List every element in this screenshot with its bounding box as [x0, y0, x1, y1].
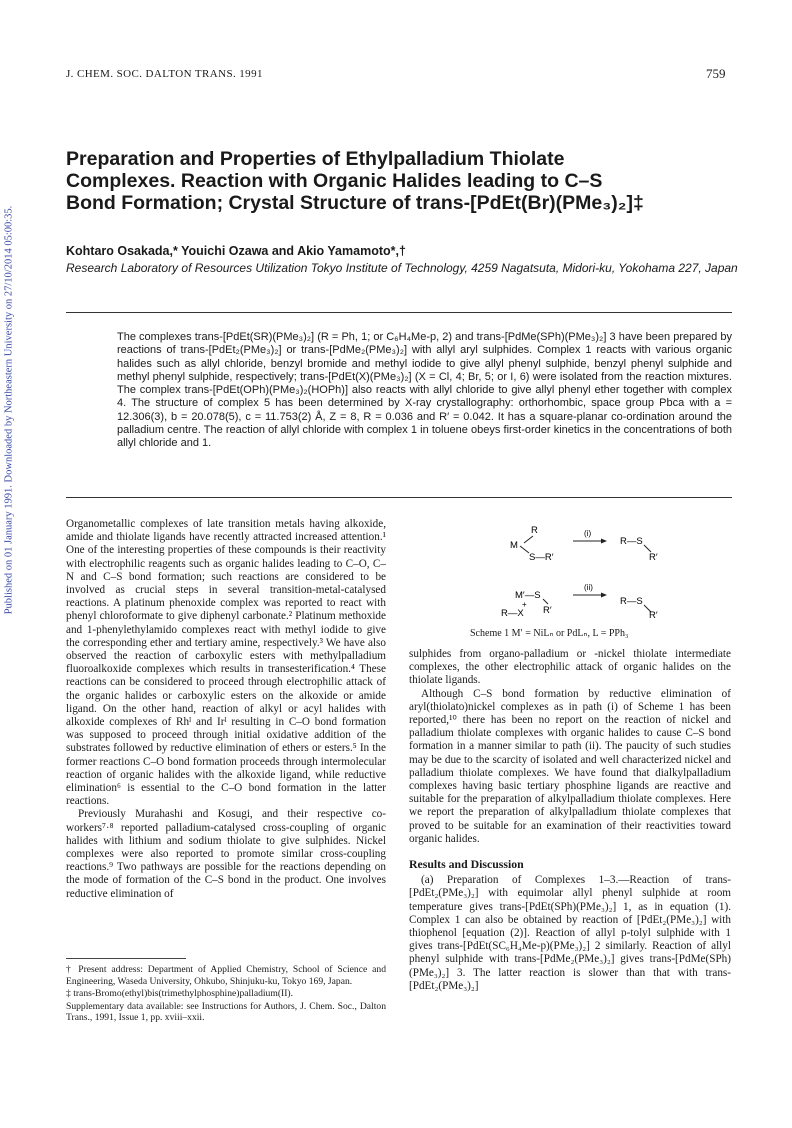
scheme-product-1: R—S [620, 536, 643, 547]
reaction-scheme [455, 518, 715, 640]
title-line: Complexes. Reaction with Organic Halides leading to C–S [66, 170, 603, 192]
title-line: Preparation and Properties of Ethylpalladium Thiolate [66, 148, 565, 170]
scheme-product-2: R—S [620, 596, 643, 607]
title-line: Bond Formation; Crystal Structure of trans-[PdEt(Br)(PMe₃)₂]‡ [66, 192, 644, 214]
download-watermark [2, 150, 16, 670]
journal-header: J. CHEM. SOC. DALTON TRANS. 1991 [66, 68, 263, 80]
scheme-rx: R—X [501, 608, 524, 619]
abstract: The complexes trans-[PdEt(SR)(PMe₃)₂] (R = Ph, 1; or C₆H₄Me-p, 2) and trans-[PdMe(SPh)(PMe₃)₂] 3 have been prepared by reactions of trans-[PdEt₂(PMe₃)₂] or trans-[PdMe₂(PMe₃)₂] with allyl aryl sulphides. Complex 1 reacts with various organic halides such as allyl chloride, benzyl bromide and methyl iodide to give allyl phenyl sulphide, benzyl phenyl sulphide and methyl phenyl sulphide, respectively; trans-[PdEt(X)(PMe₃)₂] (X = Cl, 4; Br, 5; or I, 6) were isolated from the reaction mixtures. The complex trans-[PdEt(OPh)(PMe₃)₂(HOPh)] also reacts with allyl chloride to give allyl phenyl ether together with complex 4. The structure of complex 5 has been determined by X-ray crystallography: orthorhombic, space group Pbca with a = 12.306(3), b = 20.078(5), c = 11.753(2) Å, Z = 8, R = 0.036 and R′ = 0.042. It has a square-planar co-ordination around the palladium centre. The reaction of allyl chloride with complex 1 in toluene obeys first-order kinetics in the concentrations of both allyl chloride and 1. [117, 331, 732, 450]
watermark-text: Published on 01 January 1991. Downloaded by Northeastern University on 27/10/2014 05:00:35. [3, 205, 15, 615]
footnote: Supplementary data available: see Instructions for Authors, J. Chem. Soc., Dalton Trans., 1991, Issue 1, pp. xviii–xxii. [66, 1000, 386, 1024]
authors: Kohtaro Osakada,* Youichi Ozawa and Akio Yamamoto*,† [66, 244, 406, 258]
paragraph: sulphides from organo-palladium or -nickel thiolate intermediate complexes, the other electrophilic attack of organic halides on the thiolate ligands. [409, 648, 731, 687]
footnotes [66, 964, 386, 1025]
scheme-m2: M′—S [515, 590, 541, 601]
section-heading: Results and Discussion [409, 857, 524, 872]
affiliation: Research Laboratory of Resources Utilization Tokyo Institute of Technology, 4259 Nagatsuta, Midori-ku, Yokohama 227, Japan [66, 261, 738, 275]
scheme-sr1: S—R′ [529, 552, 554, 563]
scheme-plus: + [522, 600, 527, 609]
footnote: ‡ trans-Bromo(ethyl)bis(trimethylphosphine)palladium(II). [66, 988, 293, 1000]
scheme-caption: Scheme 1 M′ = NiLₙ or PdLₙ, L = PPh₃ [470, 628, 629, 639]
paragraph: (a) Preparation of Complexes 1–3.—Reaction of trans-[PdEt₂(PMe₃)₂] with equimolar allyl phenyl sulphide at room temperature gives trans-[PdEt(SPh)(PMe₃)₂] 1, as in equation (1). Complex 1 can also be obtained by reaction of [PdEt₂(PMe₃)₂] with thiophenol [equation (2)]. Reaction of allyl p-tolyl sulphide with 1 gives trans-[PdEt(SC₆H₄Me-p)(PMe₃)₂] 2 similarly. Reaction of allyl phenyl sulphide with trans-[PdMe₂(PMe₃)₂] gives trans-[PdMe(SPh)(PMe₃)₂] 3. The latter reaction is slower than that with trans-[PdEt₂(PMe₃)₂] [409, 874, 731, 992]
left-column [66, 518, 386, 901]
scheme-product-1-r: R′ [649, 552, 658, 563]
paragraph: Previously Murahashi and Kosugi, and their respective co-workers⁷·⁸ reported palladium-catalysed cross-coupling of organic halides with lithium and sodium thiolate to give sulphides. Nickel complexes were also reported to promote similar cross-coupling reactions.⁹ Two pathways are possible for the reactions depending on the mode of formation of the C–S bond in the product. One involves reductive elimination of [66, 808, 386, 900]
scheme-product-2-r: R′ [649, 610, 658, 621]
paragraph: Organometallic complexes of late transition metals having alkoxide, amide and thiolate ligands have recently attracted increased attention.¹ One of the interesting properties of these compounds is their reactivity with electrophilic reagents such as organic halides leading to C–O, C–N and C–S bond formation; such reactions are considered to be involved as crucial steps in several transition-metal-catalysed reactions. A platinum phenoxide complex was reported to react with phenyl chloroformate to give diphenyl carbonate.² Platinum methoxide and 1-phenylethylamido complexes react with methyl iodide to give the corresponding ether and tertiary amine, respectively.³ We have also observed the reaction of carboxylic esters with methylpalladium fluoroalkoxide complexes which results in transesterification.⁴ These reactions can be considered to proceed through electrophilic attack of the organic halides or carboxylic esters on the alkoxide or amide ligand. On the other hand, reaction of alkyl or acyl halides with alkoxide complexes of Rhᴵ and Irᴵ resulting in C–O bond formation was supposed to proceed through initial oxidative addition of the substrates followed by reductive elimination of ethers or esters.⁵ In the former reactions C–O bond formation proceeds through intermolecular reaction of organic halides with the alkoxide ligand, while reductive elimination⁶ is essential to the C–O bond formation in the latter reactions. [66, 518, 386, 808]
abstract-top-rule [66, 312, 732, 313]
footnote: † Present address: Department of Applied Chemistry, School of Science and Engineering, Waseda University, Ohkubo, Shinjuku-ku, Tokyo 169, Japan. [66, 964, 386, 987]
scheme-label-i: (i) [584, 529, 592, 538]
footnote-rule [66, 958, 186, 959]
scheme-m1: M [510, 540, 518, 551]
article-title [66, 148, 746, 214]
scheme-label-ii: (ii) [584, 583, 593, 592]
paragraph: Although C–S bond formation by reductive elimination of aryl(thiolato)nickel complexes as in path (i) of Scheme 1 has been reported,¹⁰ there has been no report on the reaction of nickel and palladium thiolate complexes with organic halides to cause C–S bond formation in a manner similar to path (ii). The paucity of such studies may be due to the scarcity of isolated and well characterized nickel and palladium thiolate complexes. We have found that dialkylpalladium complexes having basic tertiary phosphine ligands are reactive and suitable for the preparation of alkylpalladium thiolate complexes. Here we report the preparation of alkylpalladium thiolate complexes that proved to be suitable for an examination of their reactivities toward organic halides. [409, 687, 731, 845]
page-number: 759 [706, 66, 726, 81]
scheme-m2-r: R′ [543, 605, 552, 616]
scheme-r1: R [531, 525, 538, 536]
right-column [409, 648, 731, 993]
abstract-bottom-rule [66, 497, 732, 498]
